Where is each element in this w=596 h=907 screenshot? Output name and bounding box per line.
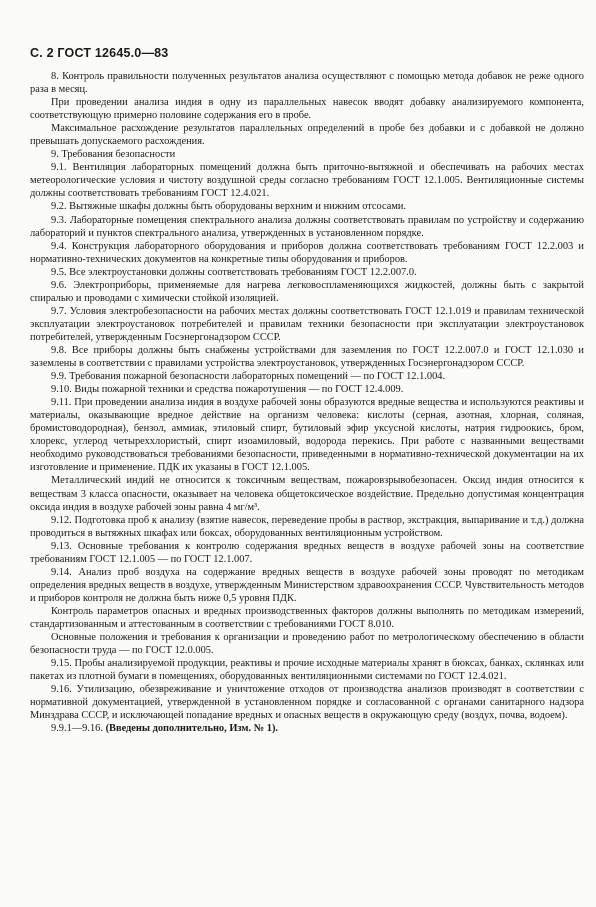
amendment-note-text: (Введены дополнительно, Изм. № 1).	[105, 723, 278, 735]
paragraph-9-9: 9.9. Требования пожарной безопасности лабораторных помещений — по ГОСТ 12.1.004.	[51, 371, 446, 383]
paragraph-9-8: 9.8. Все приборы должны быть снабжены устройствами для заземления по ГОСТ 12.2.007.0 и ГОСТ 12.1.030 и заземлены в соответствии с правилами устройства электроустановок, утвержденных Госэнергонадзором СССР.	[30, 344, 584, 370]
paragraph-9-16: 9.16. Утилизацию, обезвреживание и уничтожение отходов от производства анализов производят в соответствии с нормативной документацией, утвержденной в установленном порядке и согласованной с органами санитарного надзора Минздрава СССР, и исключающей попадание вредных и опасных веществ в окружающую среду (воздух, почва, водоем).	[30, 684, 584, 722]
paragraph-9-2: 9.2. Вытяжные шкафы должны быть оборудованы верхним и нижним отсосами.	[51, 201, 407, 213]
paragraph-metrology: Основные положения и требования к организации и проведению работ по метрологическому обеспечению в области безопасности труда — по ГОСТ 12.0.005.	[30, 632, 584, 657]
paragraph-9-10: 9.10. Виды пожарной техники и средства пожаротушения — по ГОСТ 12.4.009.	[51, 384, 404, 396]
paragraph-9-13: 9.13. Основные требования к контролю содержания вредных веществ в воздухе рабочей зоны на соответствие требованиям ГОСТ 12.1.005 — по ГОСТ 12.1.007.	[30, 540, 584, 565]
document-body	[30, 70, 584, 735]
paragraph-max-discrepancy: Максимальное расхождение результатов параллельных определений в пробе без добавки и с добавкой не должно превышать допускаемого расхождения.	[30, 123, 584, 148]
paragraph-9-5: 9.5. Все электроустановки должны соответствовать требованиям ГОСТ 12.2.007.0.	[51, 266, 417, 278]
paragraph-9-12: 9.12. Подготовка проб к анализу (взятие навесок, переведение пробы в раствор, экстракция, выпаривание и т.д.) должна проводиться в вытяжных шкафах или боксах, оборудованных вентиляционным устройством.	[30, 514, 584, 539]
paragraph-9-7: 9.7. Условия электробезопасности на рабочих местах должны соответствовать ГОСТ 12.1.019 и правилам технической эксплуатации электроустановок потребителей и правилам техники безопасности при эксплуатации электроустановок потребителей, утвержденным Госэнергонадзором СССР.	[30, 305, 584, 343]
paragraph-addition: При проведении анализа индия в одну из параллельных навесок вводят добавку анализируемого компонента, соответствующую примерно половине содержания его в пробе.	[30, 97, 584, 122]
paragraph-9-1: 9.1. Вентиляция лабораторных помещений должна быть приточно-вытяжной и обеспечивать на рабочих местах метеорологические условия и чистоту воздушной среды согласно требованиям ГОСТ 12.1.005. Вентиляционные системы должны соответствовать требованиям ГОСТ 12.4.021.	[30, 162, 584, 200]
paragraph-8: 8. Контроль правильности полученных результатов анализа осуществляют с помощью метода добавок не реже одного раза в месяц.	[30, 71, 584, 96]
page-header	[30, 46, 168, 60]
paragraph-9-3: 9.3. Лабораторные помещения спектрального анализа должны соответствовать правилам по устройству и содержанию лабораторий и пунктов спектрального анализа, утвержденных в установленном порядке.	[30, 214, 584, 239]
amendment-note-range: 9.9.1—9.16.	[51, 723, 106, 735]
paragraph-9-15: 9.15. Пробы анализируемой продукции, реактивы и прочие исходные материалы хранят в бюксах, банках, склянках или пакетах из плотной бумаги в помещениях, оборудованных вентиляционными системами по ГОСТ 12.4.021.	[30, 658, 584, 683]
section-heading-safety: 9. Требования безопасности	[51, 149, 176, 161]
paragraph-hazard-control: Контроль параметров опасных и вредных производственных факторов должны выполнять по методикам измерений, стандартизованным и аттестованным в соответствии с требованиями ГОСТ 8.010.	[30, 605, 584, 630]
paragraph-9-14: 9.14. Анализ проб воздуха на содержание вредных веществ в воздухе рабочей зоны проводят по методикам определения вредных веществ в воздухе, утвержденным Министерством здравоохранения СССР. Чувствительность методов и приборов контроля не должна быть ниже 0,5 уровня ПДК.	[30, 566, 584, 604]
page-header-title: С. 2 ГОСТ 12645.0—83	[30, 46, 169, 60]
paragraph-indium-toxicity: Металлический индий не относится к токсичным веществам, пожаровзрывобезопасен. Оксид индия относится к веществам 3 класса опасности, оказывает на человека общетоксическое воздействие. Предельно допустимая концентрация оксида индия в воздухе рабочей зоны равна 4 мг/м³.	[30, 475, 584, 513]
paragraph-9-6: 9.6. Электроприборы, применяемые для нагрева легковоспламеняющихся жидкостей, должны быть с закрытой спиралью и проводами с химически стойкой изоляцией.	[30, 279, 584, 304]
paragraph-9-11: 9.11. При проведении анализа индия в воздухе рабочей зоны образуются вредные вещества и используются реактивы и материалы, оказывающие вредное действие на организм человека: кислоты (серная, азотная, хлорная, соляная, бромистоводородная), бензол, аммиак, этиловый спирт, бутиловый эфир уксусной кислоты, натрия гидроокись, бром, хлорекс, углерод четыреххлористый, спирт изоамиловый, водорода перекись. При работе с названными веществами необходимо руководствоваться требованиями безопасности, приведенными в нормативно-технической документации на их изготовление и применение. ПДК их указаны в ГОСТ 12.1.005.	[30, 397, 584, 474]
paragraph-9-4: 9.4. Конструкция лабораторного оборудования и приборов должна соответствовать требованиям ГОСТ 12.2.003 и нормативно-технических документов на конкретные типы оборудования и приборов.	[30, 240, 584, 265]
amendment-note	[30, 722, 584, 735]
